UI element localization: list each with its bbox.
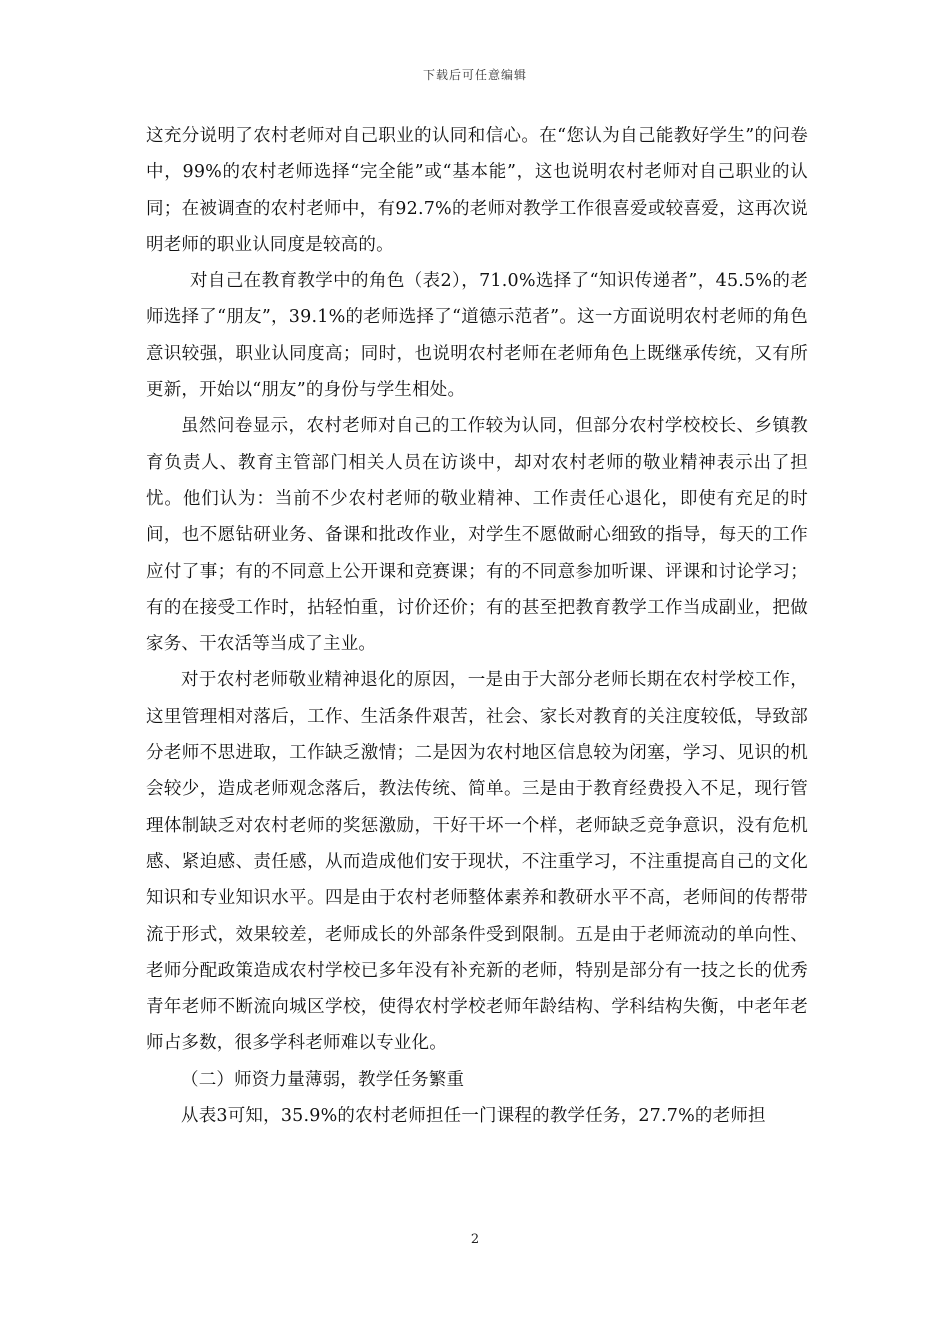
paragraph-continued: 这充分说明了农村老师对自己职业的认同和信心。在“您认为自己能教好学生”的问卷中，99%的农村老师选择“完全能”或“基本能”，这也说明农村老师对自己职业的认同；在被调查的农村老师中，有92.7%的老师对教学工作很喜爱或较喜爱，这再次说明老师的职业认同度是较高的。 (146, 126, 808, 255)
paragraph-dedication-concerns: 虽然问卷显示，农村老师对自己的工作较为认同，但部分农村学校校长、乡镇教育负责人、教育主管部门相关人员在访谈中，却对农村老师的敬业精神表示出了担忧。他们认为：当前不少农村老师的敬业精神、工作责任心退化，即使有充足的时间，也不愿钻研业务、备课和批改作业，对学生不愿做耐心细致的指导，每天的工作应付了事；有的不同意上公开课和竞赛课；有的不同意参加听课、评课和讨论学习；有的在接受工作时，拈轻怕重，讨价还价；有的甚至把教育教学工作当成副业，把做家务、干农活等当成了主业。 (146, 416, 808, 655)
paragraph-teacher-roles: 对自己在教育教学中的角色（表2），71.0%选择了“知识传递者”，45.5%的老师选择了“朋友”，39.1%的老师选择了“道德示范者”。这一方面说明农村老师的角色意识较强，职业认同度高；同时，也说明农村老师在老师角色上既继承传统，又有所更新，开始以“朋友”的身份与学生相处。 (146, 271, 808, 401)
paragraph-teaching-load: 从表3可知，35.9%的农村老师担任一门课程的教学任务，27.7%的老师担 (181, 1106, 766, 1127)
page-number: 2 (470, 1232, 480, 1247)
page-header: 下载后可任意编辑 (422, 68, 527, 82)
paragraph-causes: 对于农村老师敬业精神退化的原因，一是由于大部分老师长期在农村学校工作，这里管理相对落后，工作、生活条件艰苦，社会、家长对教育的关注度较低，导致部分老师不思进取，工作缺乏激情；二是因为农村地区信息较为闭塞，学习、见识的机会较少，造成老师观念落后，教法传统、简单。三是由于教育经费投入不足，现行管理体制缺乏对农村老师的奖惩激励，干好干坏一个样，老师缺乏竞争意识，没有危机感、紧迫感、责任感，从而造成他们安于现状，不注重学习，不注重提高自己的文化知识和专业知识水平。四是由于农村老师整体素养和教研水平不高，老师间的传帮带流于形式，效果较差，老师成长的外部条件受到限制。五是由于老师流动的单向性、老师分配政策造成农村学校已多年没有补充新的老师，特别是部分有一技之长的优秀青年老师不断流向城区学校，使得农村学校老师年龄结构、学科结构失衡，中老年老师占多数，很多学科老师难以专业化。 (146, 670, 808, 1054)
section-heading: （二）师资力量薄弱，教学任务繁重 (181, 1069, 465, 1090)
document-body (146, 118, 808, 1134)
